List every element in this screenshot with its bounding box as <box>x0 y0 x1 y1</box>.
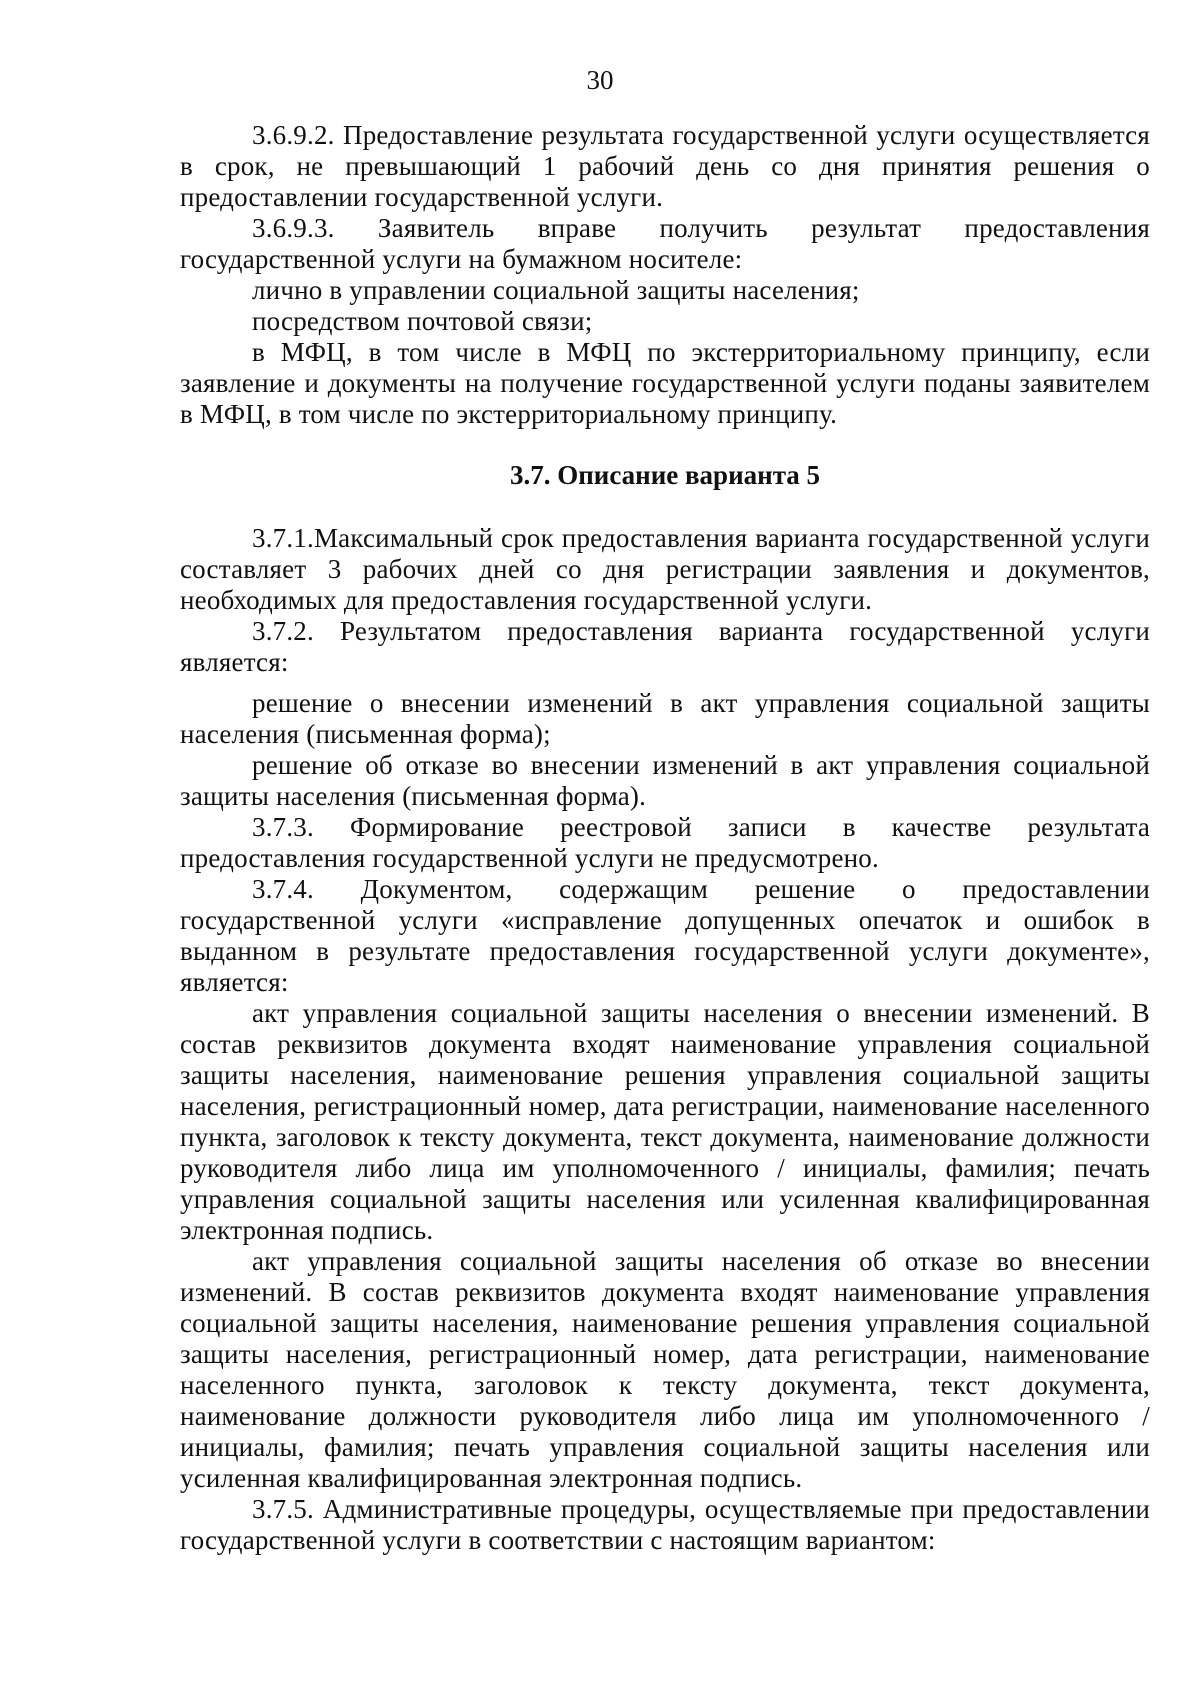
paragraph-3-7-3: 3.7.3. Формирование реестровой записи в качестве результата предоставления государственной услуги не предусмотрено. <box>180 812 1150 873</box>
page-number: 30 <box>586 65 614 95</box>
list-item-decision-change: решение о внесении изменений в акт управления социальной защиты населения (письменная форма); <box>180 688 1150 749</box>
paragraph-3-7-1: 3.7.1.Максимальный срок предоставления варианта государственной услуги составляет 3 рабочих дней со дня регистрации заявления и документов, необходимых для предоставления государственной услуги. <box>180 523 1150 615</box>
paragraph-3-7-5: 3.7.5. Административные процедуры, осуществляемые при предоставлении государственной услуги в соответствии с настоящим вариантом: <box>180 1494 1150 1555</box>
document-body <box>180 120 1150 1556</box>
list-item-in-person: лично в управлении социальной защиты населения; <box>252 275 860 305</box>
paragraph-act-refusal: акт управления социальной защиты населения об отказе во внесении изменений. В состав реквизитов документа входят наименование управления социальной защиты населения, наименование решения управления социальной защиты населения, регистрационный номер, дата регистрации, наименование населенного пункта, заголовок к тексту документа, текст документа, наименование должности руководителя либо лица им уполномоченного / инициалы, фамилия; печать управления социальной защиты населения или усиленная квалифицированная электронная подпись. <box>180 1246 1150 1493</box>
section-heading: 3.7. Описание варианта 5 <box>509 460 821 490</box>
paragraph-3-6-9-2: 3.6.9.2. Предоставление результата государственной услуги осуществляется в срок, не превышающий 1 рабочий день со дня принятия решения о предоставлении государственной услуги. <box>180 120 1150 212</box>
paragraph-act-change: акт управления социальной защиты населения о внесении изменений. В состав реквизитов документа входят наименование управления социальной защиты населения, наименование решения управления социальной защиты населения, регистрационный номер, дата регистрации, наименование населенного пункта, заголовок к тексту документа, текст документа, наименование должности руководителя либо лица им уполномоченного / инициалы, фамилия; печать управления социальной защиты населения или усиленная квалифицированная электронная подпись. <box>180 998 1150 1245</box>
list-item-by-mail: посредством почтовой связи; <box>252 306 593 336</box>
paragraph-3-6-9-3: 3.6.9.3. Заявитель вправе получить результат предоставления государственной услуги на бумажном носителе: <box>180 213 1150 274</box>
list-item-decision-refusal: решение об отказе во внесении изменений в акт управления социальной защиты населения (письменная форма). <box>180 750 1150 811</box>
list-item-mfc: в МФЦ, в том числе в МФЦ по экстерриториальному принципу, если заявление и документы на получение государственной услуги поданы заявителем в МФЦ, в том числе по экстерриториальному принципу. <box>180 337 1150 429</box>
paragraph-3-7-4: 3.7.4. Документом, содержащим решение о предоставлении государственной услуги «исправление допущенных опечаток и ошибок в выданном в результате предоставления государственной услуги документе», является: <box>180 874 1150 997</box>
paragraph-3-7-2: 3.7.2. Результатом предоставления варианта государственной услуги является: <box>180 616 1150 677</box>
